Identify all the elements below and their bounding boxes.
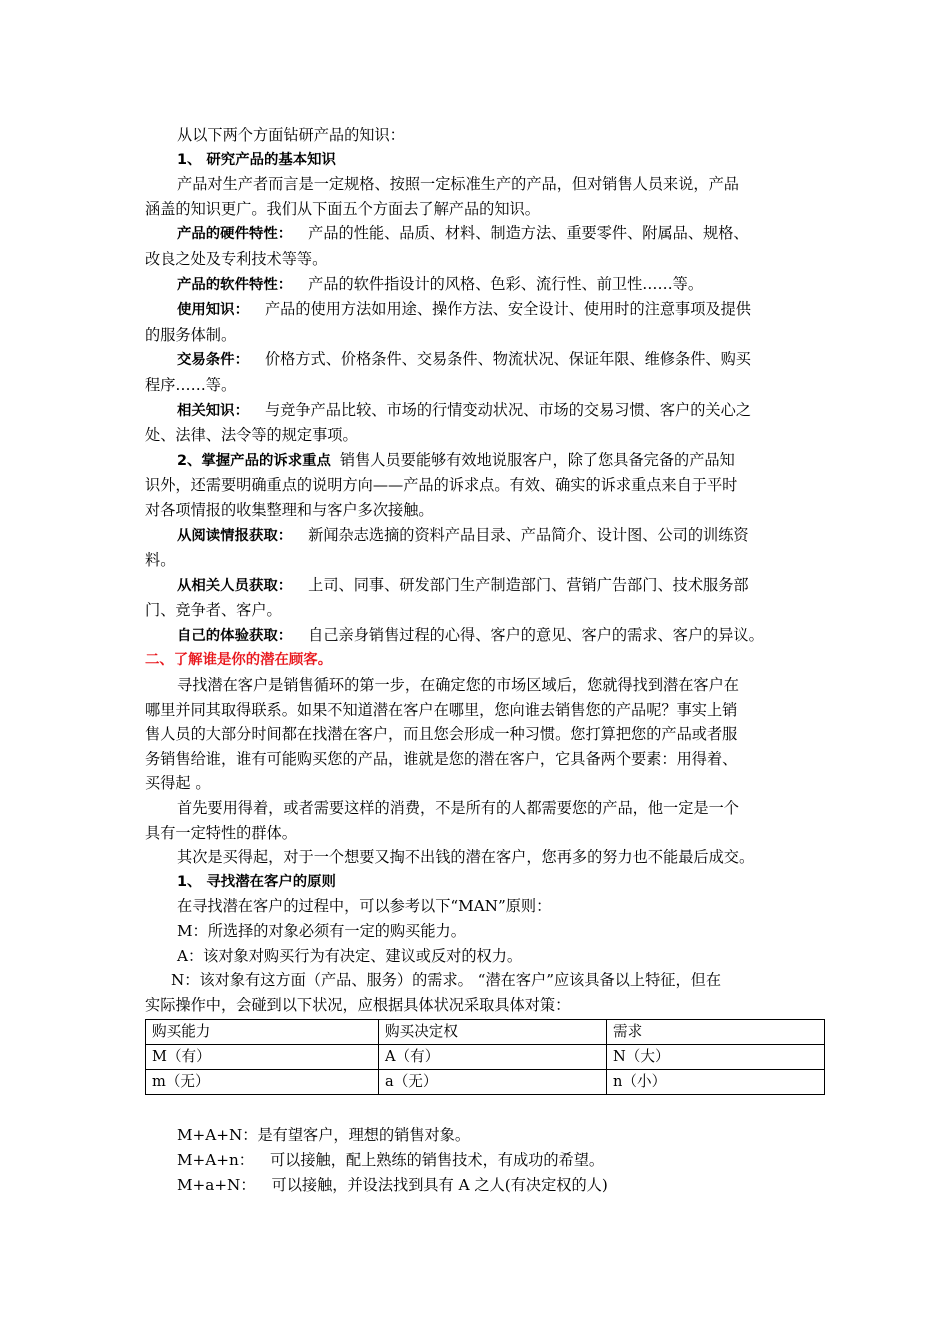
part2-para-line-5: 买得起 。 — [145, 774, 211, 793]
m-line: M：所选择的对象必须有一定的购买能力。 — [177, 922, 466, 940]
part2-para-line-1: 寻找潜在客户是销售循环的第一步，在确定您的市场区域后，您就得找到潜在客户在 — [177, 676, 739, 695]
combo-text: 可以接触，并设法找到具有 A 之人(有决定权的人) — [271, 1175, 608, 1194]
usage-line-2: 的服务体制。 — [145, 325, 237, 344]
section-2-line-3: 对各项情报的收集整理和与客户多次接触。 — [145, 500, 434, 519]
table-header-row — [146, 1020, 825, 1045]
trade-text-1: 价格方式、价格条件、交易条件、物流状况、保证年限、维修条件、购买 — [264, 350, 751, 369]
second-para: 其次是买得起，对于一个想要又掏不出钱的潜在客户，您再多的努力也不能最后成交。 — [177, 848, 755, 867]
part-2-heading: 二、了解谁是你的潜在顾客。 — [145, 652, 333, 669]
people-label: 从相关人员获取： — [177, 577, 293, 594]
related-text-1: 与竞争产品比较、市场的行情变动状况、市场的交易习惯、客户的关心之 — [264, 400, 751, 419]
combo-line-2 — [145, 1148, 825, 1173]
related-line-2: 处、法律、法令等的规定事项。 — [145, 426, 358, 445]
software-label: 产品的软件特性： — [177, 276, 293, 293]
table-header-cell: 购买决定权 — [379, 1020, 607, 1045]
document-body — [145, 123, 825, 1197]
usage-label: 使用知识： — [177, 302, 249, 319]
related-line-1 — [145, 398, 825, 424]
trade-line-1 — [145, 347, 825, 373]
experience-line — [145, 623, 825, 649]
sec1-para-line-1: 产品对生产者而言是一定规格、按照一定标准生产的产品，但对销售人员来说，产品 — [177, 175, 739, 194]
table-row — [146, 1045, 825, 1070]
experience-label: 自己的体验获取： — [177, 627, 293, 644]
hardware-label: 产品的硬件特性： — [177, 226, 293, 243]
section-1-heading: 1、 研究产品的基本知识 — [177, 151, 336, 168]
experience-text: 自己亲身销售过程的心得、客户的意见、客户的需求、客户的异议。 — [308, 625, 764, 644]
table-header-cell: 购买能力 — [146, 1020, 379, 1045]
software-text: 产品的软件指设计的风格、色彩、流行性、前卫性……等。 — [308, 274, 704, 293]
hardware-text-1: 产品的性能、品质、材料、制造方法、重要零件、附属品、规格、 — [308, 224, 749, 243]
part2-para-line-2: 哪里并同其取得联系。如果不知道潜在客户在哪里，您向谁去销售您的产品呢？事实上销 — [145, 700, 738, 719]
hardware-line-2: 改良之处及专利技术等等。 — [145, 249, 328, 268]
part2-para-line-3: 售人员的大部分时间都在找潜在客户，而且您会形成一种习惯。您打算把您的产品或者服 — [145, 725, 738, 744]
section-2-line-2: 识外，还需要明确重点的说明方向——产品的诉求点。有效、确实的诉求重点来自于平时 — [145, 476, 738, 495]
man-intro: 在寻找潜在客户的过程中，可以参考以下“MAN”原则： — [177, 897, 552, 916]
table-header-cell: 需求 — [607, 1020, 825, 1045]
intro-line: 从以下两个方面钻研产品的知识： — [177, 126, 405, 144]
combo-code: M+A+n： — [177, 1150, 254, 1169]
usage-text-1: 产品的使用方法如用途、操作方法、安全设计、使用时的注意事项及提供 — [264, 300, 751, 319]
table-cell: m（无） — [146, 1070, 379, 1095]
related-label: 相关知识： — [177, 402, 249, 419]
section-2-text-1: 销售人员要能够有效地说服客户，除了您具备完备的产品知 — [339, 450, 735, 469]
table-row — [146, 1070, 825, 1095]
table-cell: N（大） — [607, 1045, 825, 1070]
part2-para-line-4: 务销售给谁，谁有可能购买您的产品，谁就是您的潜在客户，它具备两个要素：用得着、 — [145, 749, 738, 768]
reading-text-1: 新闻杂志选摘的资料产品目录、产品简介、设计图、公司的训练资 — [308, 525, 749, 544]
combo-code: M+A+N： — [177, 1126, 258, 1145]
combo-line-3 — [145, 1173, 825, 1198]
n-line-1: N：该对象有这方面（产品、服务）的需求。 “潜在客户”应该具备以上特征，但在 — [171, 971, 722, 990]
reading-label: 从阅读情报获取： — [177, 527, 293, 544]
first-para-line-2: 具有一定特性的群体。 — [145, 823, 297, 842]
people-line-2: 门、竞争者、客户。 — [145, 601, 282, 620]
trade-label: 交易条件： — [177, 352, 249, 369]
principle-heading: 1、 寻找潜在客户的原则 — [177, 873, 336, 890]
combo-text: 可以接触，配上熟练的销售技术，有成功的希望。 — [269, 1150, 605, 1169]
reading-line-1 — [145, 523, 825, 549]
people-line-1 — [145, 573, 825, 599]
first-para-line-1: 首先要用得着，或者需要这样的消费，不是所有的人都需要您的产品，他一定是一个 — [177, 799, 739, 818]
n-line-2: 实际操作中，会碰到以下状况，应根据具体状况采取具体对策： — [145, 995, 571, 1014]
a-line: A：该对象对购买行为有决定、建议或反对的权力。 — [177, 946, 523, 965]
table-cell: M（有） — [146, 1045, 379, 1070]
sec1-para-line-2: 涵盖的知识更广。我们从下面五个方面去了解产品的知识。 — [145, 199, 540, 218]
trade-line-2: 程序……等。 — [145, 375, 237, 394]
table-cell: a（无） — [379, 1070, 607, 1095]
table-cell: A（有） — [379, 1045, 607, 1070]
people-text-1: 上司、同事、研发部门生产制造部门、营销广告部门、技术服务部 — [308, 575, 749, 594]
combo-code: M+a+N： — [177, 1175, 256, 1194]
combo-line-1 — [145, 1123, 825, 1148]
man-table — [145, 1019, 825, 1095]
section-2-line-1 — [145, 448, 825, 474]
hardware-line-1 — [145, 221, 825, 247]
section-2-label: 2、掌握产品的诉求重点 — [177, 452, 331, 469]
table-cell: n（小） — [607, 1070, 825, 1095]
reading-line-2: 料。 — [145, 551, 176, 570]
combo-text: 是有望客户，理想的销售对象。 — [257, 1126, 471, 1145]
software-line — [145, 272, 825, 298]
usage-line-1 — [145, 297, 825, 323]
